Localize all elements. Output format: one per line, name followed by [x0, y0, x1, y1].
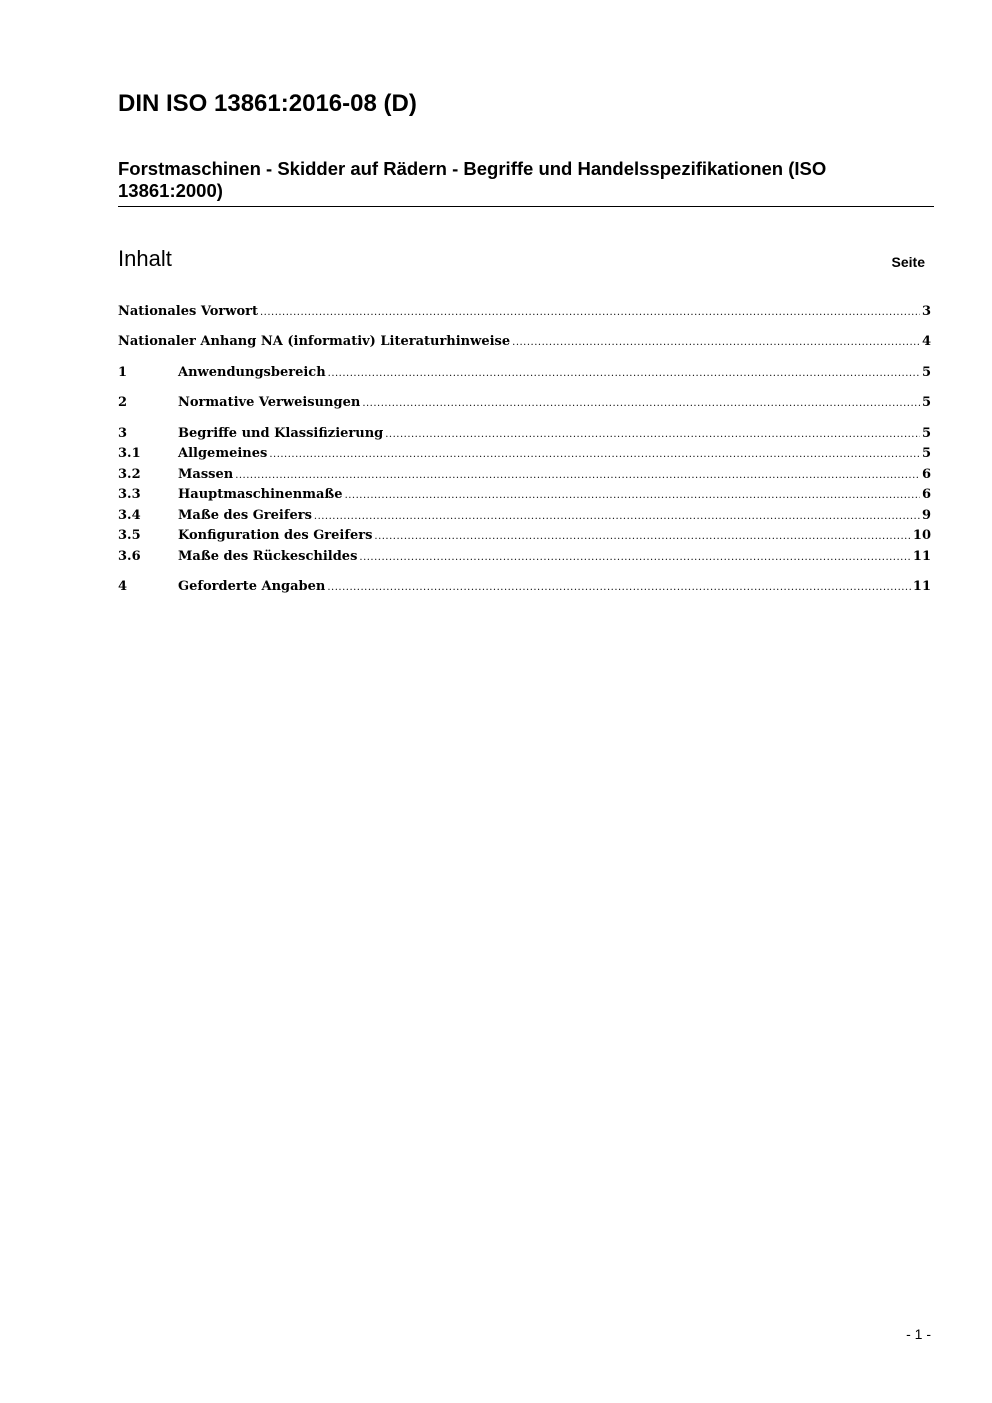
toc-entry-page: 4	[921, 334, 931, 349]
toc-entry-title: Anwendungsbereich	[178, 365, 326, 380]
toc-entry-national-annex[interactable]	[118, 332, 931, 352]
toc-entry-national-foreword[interactable]	[118, 302, 931, 322]
toc-entry-number: 3.6	[118, 549, 141, 564]
toc-entry-title: Hauptmaschinenmaße	[178, 487, 343, 502]
toc-entry-section-3-6[interactable]	[118, 547, 931, 567]
toc-entry-page: 6	[921, 487, 931, 502]
toc-entry-section-3[interactable]	[118, 424, 931, 444]
toc-entry-page: 5	[921, 426, 931, 441]
toc-entry-number: 2	[118, 395, 128, 410]
toc-entry-title: Konfiguration des Greifers	[178, 528, 373, 543]
page-number: - 1 -	[906, 1326, 931, 1342]
toc-entry-page: 11	[912, 549, 931, 564]
toc-entry-section-3-4[interactable]	[118, 506, 931, 526]
toc-entry-title: Begriffe und Klassifizierung	[178, 426, 384, 441]
toc-entry-title: Massen	[178, 467, 234, 482]
toc-entry-page: 6	[921, 467, 931, 482]
toc-entry-number: 1	[118, 365, 128, 380]
toc-entry-page: 11	[912, 579, 931, 594]
toc-entry-page: 3	[921, 304, 931, 319]
toc-entry-title: Geforderte Angaben	[178, 579, 326, 594]
toc-entry-title: Normative Verweisungen	[178, 395, 361, 410]
toc-dot-leader	[359, 548, 911, 568]
toc-dot-leader	[385, 425, 920, 445]
toc-entry-section-3-5[interactable]	[118, 526, 931, 546]
toc-entry-title: Maße des Rückeschildes	[178, 549, 358, 564]
toc-dot-leader	[362, 394, 920, 414]
toc-entry-section-4[interactable]	[118, 577, 931, 597]
toc-entry-number: 3.5	[118, 528, 141, 543]
toc-dot-leader	[345, 486, 920, 506]
toc-entry-section-1[interactable]	[118, 363, 931, 383]
toc-entry-title: Nationaler Anhang NA (informativ) Literaturhinweise	[118, 334, 511, 349]
toc-dot-leader	[327, 578, 911, 598]
toc-dot-leader	[512, 333, 920, 353]
contents-heading: Inhalt	[118, 246, 172, 271]
toc-entry-section-2[interactable]	[118, 393, 931, 413]
toc-entry-number: 3.2	[118, 467, 141, 482]
page-column-label: Seite	[891, 254, 925, 270]
toc-dot-leader	[260, 303, 920, 323]
toc-entry-title: Maße des Greifers	[178, 508, 312, 523]
document-subtitle: Forstmaschinen - Skidder auf Rädern - Begriffe und Handelsspezifikationen (ISO 13861:2000)	[118, 158, 827, 201]
toc-entry-number: 3	[118, 426, 128, 441]
toc-entry-section-3-3[interactable]	[118, 485, 931, 505]
toc-dot-leader	[328, 364, 920, 384]
document-title: DIN ISO 13861:2016-08 (D)	[118, 90, 417, 117]
toc-entry-page: 9	[921, 508, 931, 523]
toc-dot-leader	[374, 527, 911, 547]
toc-entry-number: 4	[118, 579, 128, 594]
toc-entry-title: Nationales Vorwort	[118, 304, 258, 319]
toc-entry-section-3-1[interactable]	[118, 444, 931, 464]
toc-entry-number: 3.3	[118, 487, 141, 502]
toc-entry-number: 3.4	[118, 508, 141, 523]
toc-entry-page: 10	[912, 528, 931, 543]
toc-dot-leader	[269, 445, 920, 465]
toc-entry-section-3-2[interactable]	[118, 465, 931, 485]
toc-dot-leader	[235, 466, 920, 486]
toc-dot-leader	[314, 507, 920, 527]
toc-entry-page: 5	[921, 395, 931, 410]
toc-entry-number: 3.1	[118, 446, 141, 461]
toc-entry-page: 5	[921, 446, 931, 461]
toc-entry-page: 5	[921, 365, 931, 380]
title-divider	[118, 206, 934, 207]
toc-entry-title: Allgemeines	[178, 446, 268, 461]
